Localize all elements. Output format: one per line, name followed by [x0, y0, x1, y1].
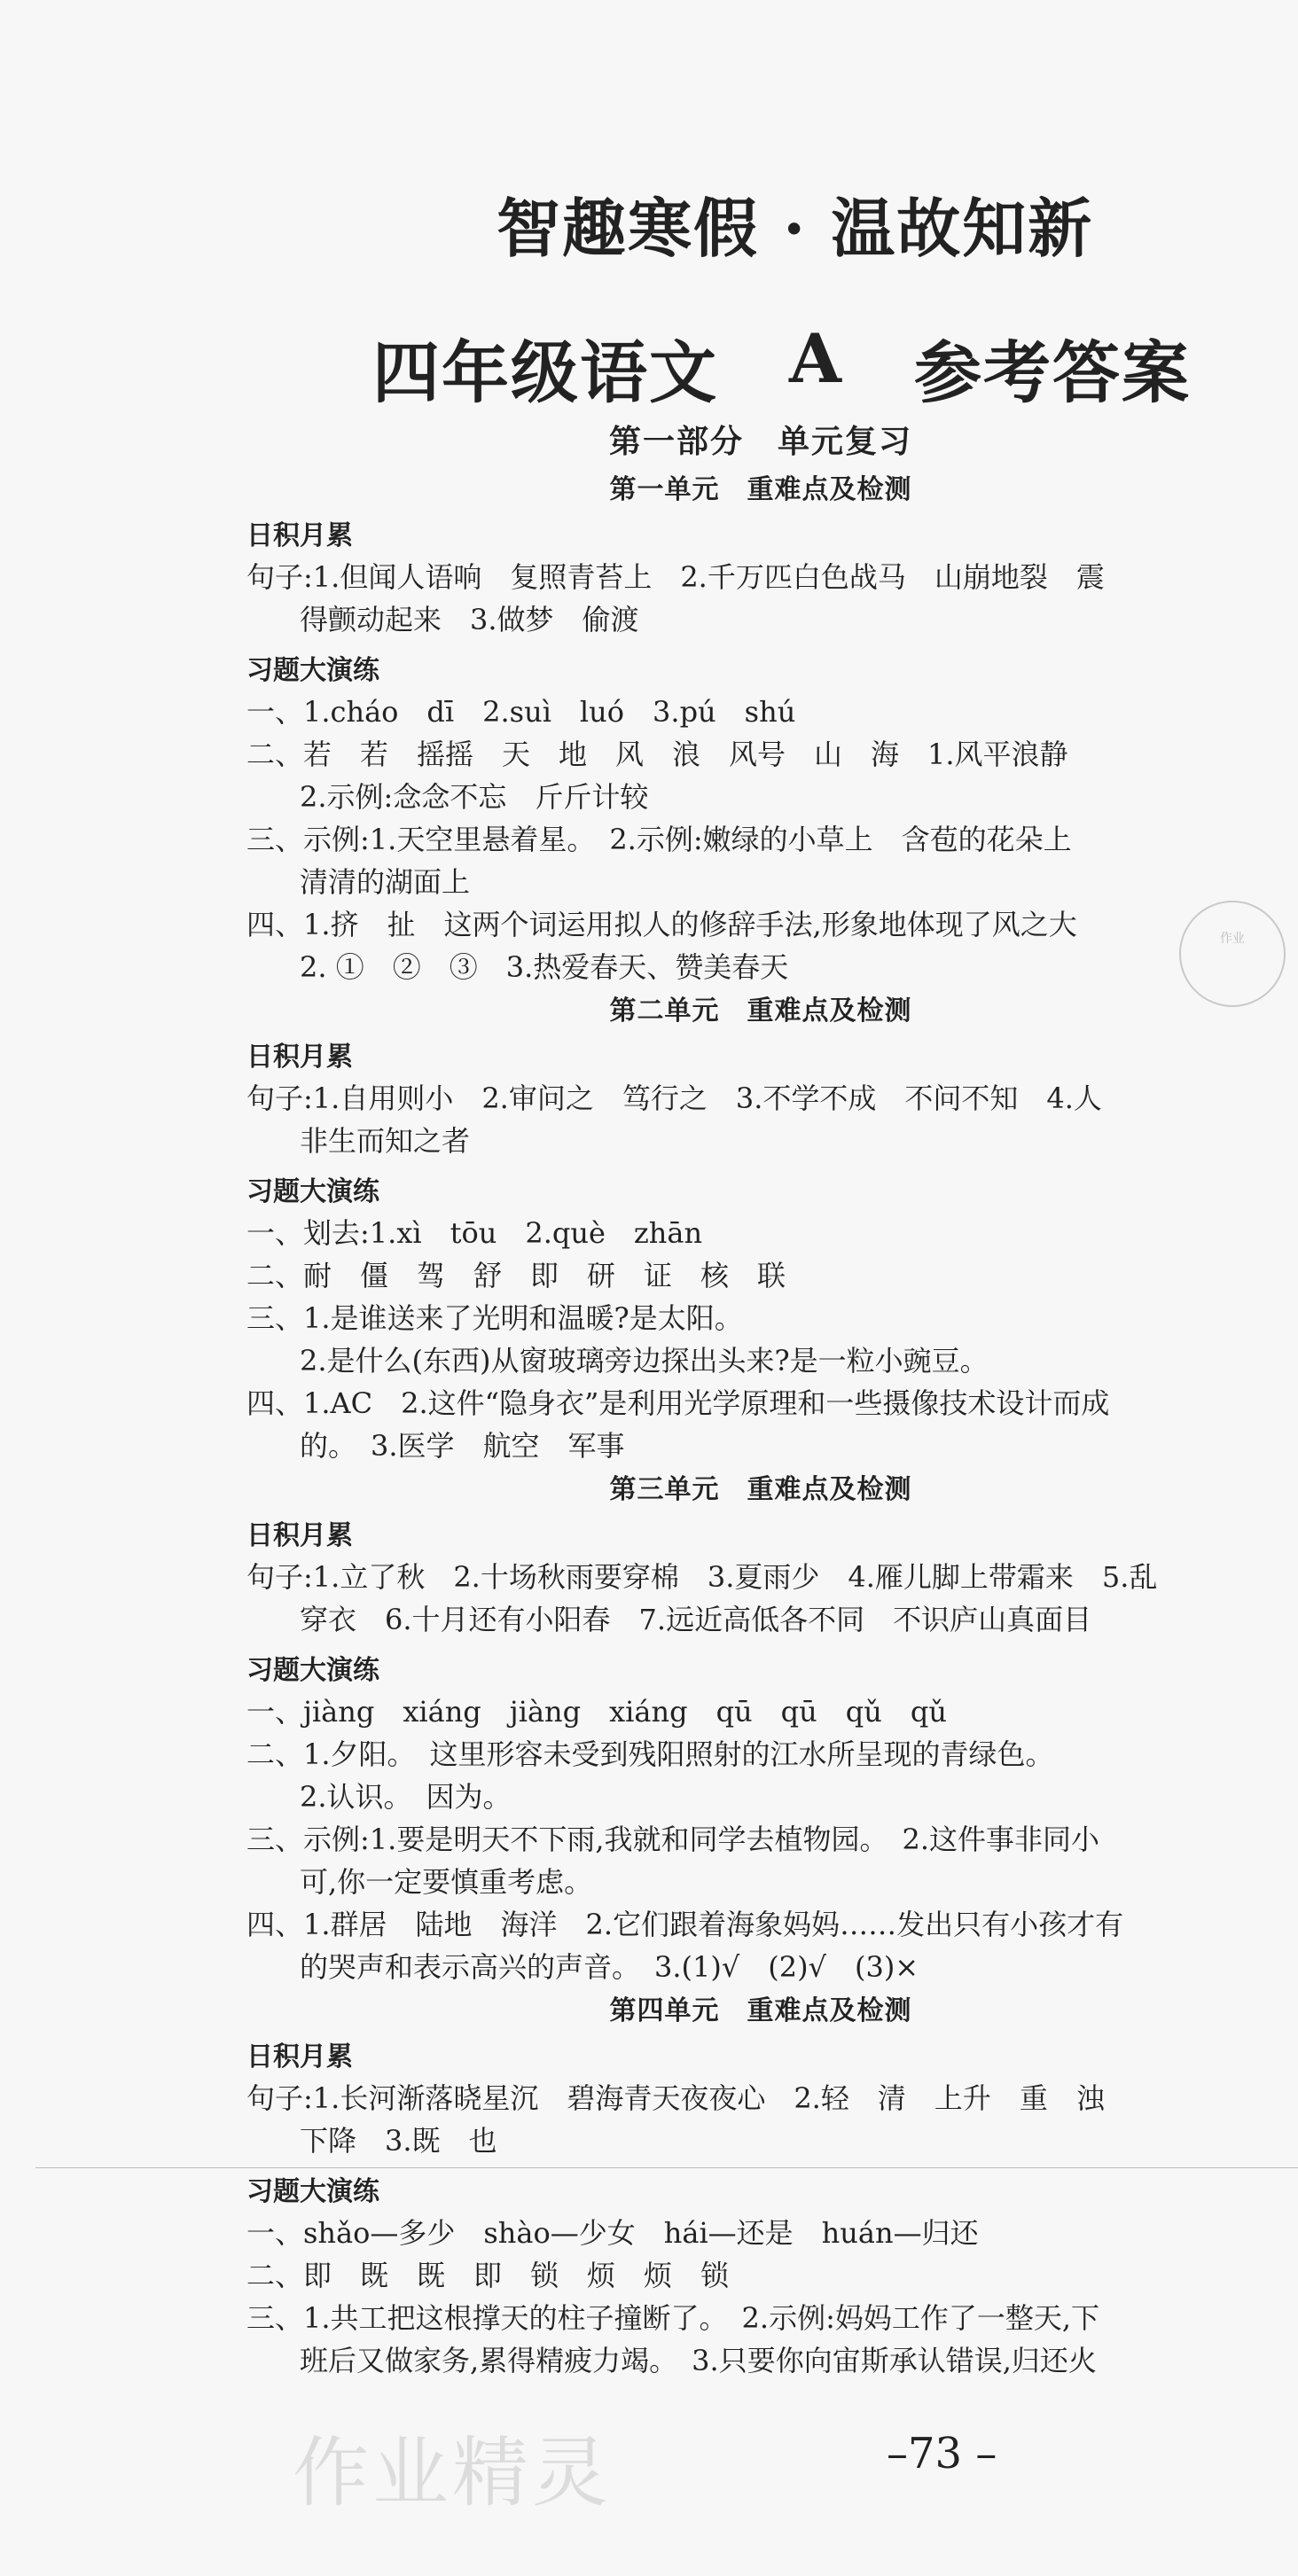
- answer-line: 四、1.挤 扯 这两个词运用拟人的修辞手法,形象地体现了风之大: [246, 908, 1077, 941]
- answer-line: 句子:1.自用则小 2.审问之 笃行之 3.不学不成 不问不知 4.人: [246, 1081, 1102, 1115]
- answer-line: 四、1.AC 2.这件“隐身衣”是利用光学原理和一些摄像技术设计而成: [246, 1386, 1110, 1420]
- answer-line: 班后又做家务,累得精疲力竭。 3.只要你向宙斯承认错误,归还火: [300, 2344, 1097, 2377]
- answer-line: 的。 3.医学 航空 军事: [300, 1429, 625, 1463]
- unit-4: [246, 1988, 1275, 2382]
- answer-line: 一、shǎo—多少 shào—少女 hái—还是 huán—归还: [246, 2216, 979, 2250]
- section-heading: 习题大演练: [246, 2176, 379, 2207]
- answer-line: 句子:1.但闻人语响 复照青苔上 2.千万匹白色战马 山崩地裂 震: [246, 560, 1105, 594]
- unit-title: 第一单元 重难点及检测: [609, 474, 912, 505]
- answer-line: 的哭声和表示高兴的声音。 3.(1)√ (2)√ (3)×: [300, 1950, 919, 1984]
- answer-line: 2.认识。 因为。: [300, 1780, 512, 1814]
- content: [246, 417, 1275, 2382]
- divider: [35, 2167, 1298, 2168]
- answer-line: 三、1.共工把这根撑天的柱子撞断了。 2.示例:妈妈工作了一整天,下: [246, 2301, 1100, 2335]
- answer-line: 二、耐 僵 驾 舒 即 研 证 核 联: [246, 1259, 786, 1292]
- section-heading: 日积月累: [246, 520, 353, 551]
- answer-line: 句子:1.立了秋 2.十场秋雨要穿棉 3.夏雨少 4.雁儿脚上带霜来 5.乱: [246, 1560, 1158, 1594]
- watermark: 作业精灵: [293, 2429, 612, 2517]
- answer-line: 四、1.群居 陆地 海洋 2.它们跟着海象妈妈……发出只有小孩才有: [246, 1908, 1124, 1941]
- section-heading: 习题大演练: [246, 655, 379, 686]
- part-title: 第一部分 单元复习: [608, 423, 912, 460]
- section-heading: 日积月累: [246, 2041, 353, 2073]
- subtitle: [372, 319, 1191, 416]
- answer-line: 三、1.是谁送来了光明和温暖?是太阳。: [246, 1301, 743, 1335]
- stamp-text: 作业: [1220, 932, 1245, 946]
- answer-line: 三、示例:1.要是明天不下雨,我就和同学去植物园。 2.这件事非同小: [246, 1823, 1100, 1856]
- page-number: –73 –: [887, 2429, 997, 2478]
- answer-line: 可,你一定要慎重考虑。: [300, 1865, 593, 1899]
- answer-line: 句子:1.长河渐落晓星沉 碧海青天夜夜心 2.轻 清 上升 重 浊: [246, 2081, 1105, 2115]
- subtitle-answers: 参考答案: [913, 333, 1191, 412]
- section-heading: 习题大演练: [246, 1655, 379, 1686]
- answer-line: 2.示例:念念不忘 斤斤计较: [300, 780, 649, 814]
- answer-line: 非生而知之者: [300, 1124, 471, 1158]
- unit-title: 第二单元 重难点及检测: [609, 995, 912, 1026]
- answer-line: 2.是什么(东西)从窗玻璃旁边探出头来?是一粒小豌豆。: [300, 1344, 989, 1378]
- unit-title: 第三单元 重难点及检测: [609, 1474, 912, 1505]
- answer-line: 穿衣 6.十月还有小阳春 7.远近高低各不同 不识庐山真面目: [300, 1603, 1092, 1636]
- section-heading: 习题大演练: [246, 1176, 379, 1207]
- answer-line: 一、划去:1.xì tōu 2.què zhān: [246, 1216, 703, 1250]
- answer-line: 一、jiàng xiáng jiàng xiáng qū qū qǔ qǔ: [246, 1695, 947, 1729]
- answer-line: 一、1.cháo dī 2.suì luó 3.pú shú: [246, 695, 796, 729]
- subtitle-grade: 四年级语文: [372, 333, 718, 412]
- answer-line: 二、即 既 既 即 锁 烦 烦 锁: [246, 2259, 730, 2292]
- answer-line: 下降 3.既 也: [300, 2124, 497, 2158]
- unit-1: [246, 467, 1275, 988]
- answer-line: 二、1.夕阳。 这里形容未受到残阳照射的江水所呈现的青绿色。: [246, 1737, 1054, 1771]
- unit-2: [246, 988, 1275, 1467]
- main-title: 智趣寒假 · 温故知新: [497, 191, 1094, 266]
- unit-title: 第四单元 重难点及检测: [609, 1995, 912, 2026]
- subtitle-version: A: [789, 319, 843, 398]
- answer-line: 得颤动起来 3.做梦 偷渡: [300, 603, 639, 636]
- answer-line: 清清的湖面上: [300, 865, 471, 899]
- answer-line: 三、示例:1.天空里悬着星。 2.示例:嫩绿的小草上 含苞的花朵上: [246, 823, 1072, 856]
- unit-3: [246, 1467, 1275, 1988]
- section-heading: 日积月累: [246, 1042, 353, 1073]
- answer-line: 二、若 若 摇摇 天 地 风 浪 风号 山 海 1.风平浪静: [246, 738, 1068, 771]
- stamp-icon: [1179, 901, 1286, 1007]
- section-heading: 日积月累: [246, 1520, 353, 1551]
- answer-line: 2. ① ② ③ 3.热爱春天、赞美春天: [300, 950, 789, 984]
